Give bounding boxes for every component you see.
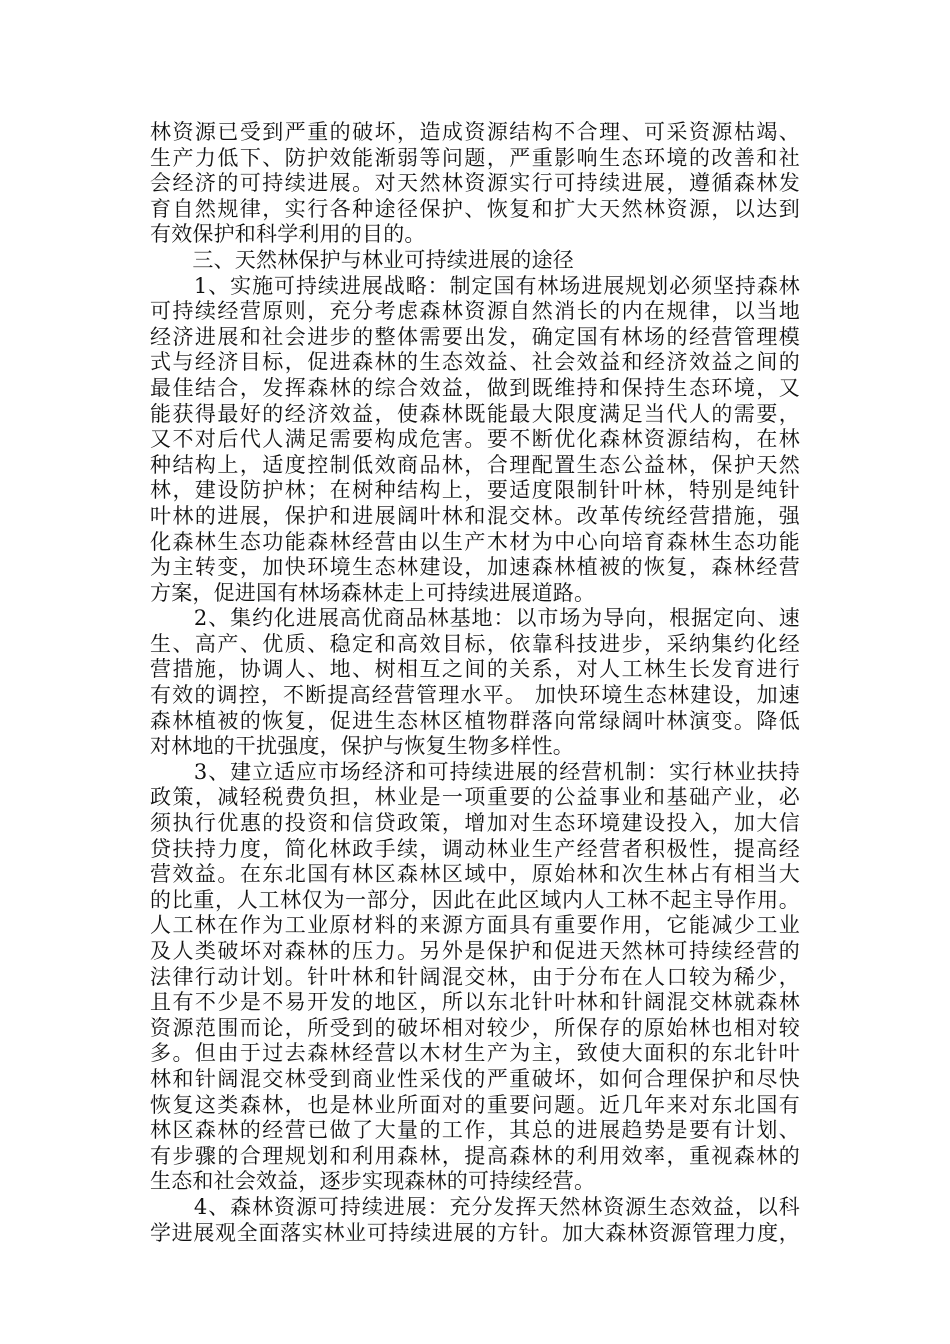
- text-line: 资源范围而论，所受到的破坏相对较少，所保存的原始林也相对较: [150, 1015, 800, 1040]
- text-line: 三、天然林保护与林业可持续进展的途径: [150, 247, 574, 272]
- text-line: 生、高产、优质、稳定和高效目标，依靠科技进步，采纳集约化经: [150, 631, 800, 656]
- text-line: 会经济的可持续进展。对天然林资源实行可持续进展，遵循森林发: [150, 171, 800, 196]
- text-line: 育自然规律，实行各种途径保护、恢复和扩大天然林资源，以达到: [150, 196, 800, 221]
- text-line: 能获得最好的经济效益，使森林既能最大限度满足当代人的需要，: [150, 401, 800, 426]
- text-line: 生态和社会效益，逐步实现森林的可持续经营。: [150, 1169, 596, 1194]
- text-line: 有步骤的合理规划和利用森林，提高森林的利用效率，重视森林的: [150, 1143, 800, 1168]
- text-line: 须执行优惠的投资和信贷政策，增加对生态环境建设投入，加大信: [150, 811, 800, 836]
- text-line: 种结构上，适度控制低效商品林，合理配置生态公益林，保护天然: [150, 452, 800, 477]
- text-line: 1、实施可持续进展战略：制定国有林场进展规划必须坚持森林: [150, 273, 800, 298]
- text-line: 方案，促进国有林场森林走上可持续进展道路。: [150, 580, 596, 605]
- text-line: 生产力低下、防护效能渐弱等问题，严重影响生态环境的改善和社: [150, 145, 800, 170]
- text-line: 林资源已受到严重的破坏，造成资源结构不合理、可采资源枯竭、: [150, 120, 800, 144]
- text-line: 2、集约化进展高优商品林基地：以市场为导向，根据定向、速: [150, 606, 800, 631]
- text-line: 法律行动计划。针叶林和针阔混交林，由于分布在人口较为稀少，: [150, 964, 800, 989]
- text-line: 的比重，人工林仅为一部分，因此在此区域内人工林不起主导作用。: [150, 887, 800, 912]
- text-line: 4、森林资源可持续进展：充分发挥天然林资源生态效益，以科: [150, 1194, 800, 1219]
- text-line: 可持续经营原则，充分考虑森林资源自然消长的内在规律，以当地: [150, 299, 800, 324]
- text-line: 政策，减轻税费负担，林业是一项重要的公益事业和基础产业，必: [150, 785, 800, 810]
- text-line: 森林植被的恢复，促进生态林区植物群落向常绿阔叶林演变。降低: [150, 708, 800, 733]
- text-line: 最佳结合，发挥森林的综合效益，做到既维持和保持生态环境，又: [150, 375, 800, 400]
- text-line: 及人类破坏对森林的压力。另外是保护和促进天然林可持续经营的: [150, 939, 800, 963]
- text-line: 林和针阔混交林受到商业性采伐的严重破坏，如何合理保护和尽快: [150, 1066, 800, 1091]
- text-line: 叶林的进展，保护和进展阔叶林和混交林。改革传统经营措施，强: [150, 503, 800, 528]
- text-line: 人工林在作为工业原材料的来源方面具有重要作用，它能减少工业: [150, 913, 800, 938]
- text-line: 林，建设防护林；在树种结构上，要适度限制针叶林，特别是纯针: [150, 478, 800, 503]
- text-line: 营效益。在东北国有林区森林区域中，原始林和次生林占有相当大: [150, 862, 800, 887]
- text-line: 学进展观全面落实林业可持续进展的方针。加大森林资源管理力度，: [150, 1220, 800, 1245]
- text-line: 有效的调控，不断提高经营管理水平。 加快环境生态林建设，加速: [150, 683, 800, 708]
- text-line: 林区森林的经营已做了大量的工作，其总的进展趋势是要有计划、: [150, 1118, 800, 1143]
- text-line: 3、建立适应市场经济和可持续进展的经营机制：实行林业扶持: [150, 759, 800, 784]
- text-line: 营措施，协调人、地、树相互之间的关系，对人工林生长发育进行: [150, 657, 800, 682]
- text-line: 为主转变，加快环境生态林建设，加速森林植被的恢复，森林经营: [150, 555, 800, 580]
- text-line: 多。但由于过去森林经营以木材生产为主，致使大面积的东北针叶: [150, 1041, 800, 1066]
- text-line: 有效保护和科学利用的目的。: [150, 222, 426, 247]
- text-line: 贷扶持力度，简化林政手续，调动林业生产经营者积极性，提高经: [150, 836, 800, 861]
- text-line: 式与经济目标，促进森林的生态效益、社会效益和经济效益之间的: [150, 350, 800, 375]
- text-line: 化森林生态功能森林经营由以生产木材为中心向培育森林生态功能: [150, 529, 800, 554]
- text-line: 经济进展和社会进步的整体需要出发，确定国有林场的经营管理模: [150, 324, 800, 349]
- document-body: [150, 120, 800, 1246]
- text-line: 且有不少是不易开发的地区，所以东北针叶林和针阔混交林就森林: [150, 990, 800, 1015]
- text-line: 恢复这类森林，也是林业所面对的重要问题。近几年来对东北国有: [150, 1092, 800, 1117]
- text-line: 又不对后代人满足需要构成危害。要不断优化森林资源结构，在林: [150, 427, 800, 452]
- text-line: 对林地的干扰强度，保护与恢复生物多样性。: [150, 734, 574, 759]
